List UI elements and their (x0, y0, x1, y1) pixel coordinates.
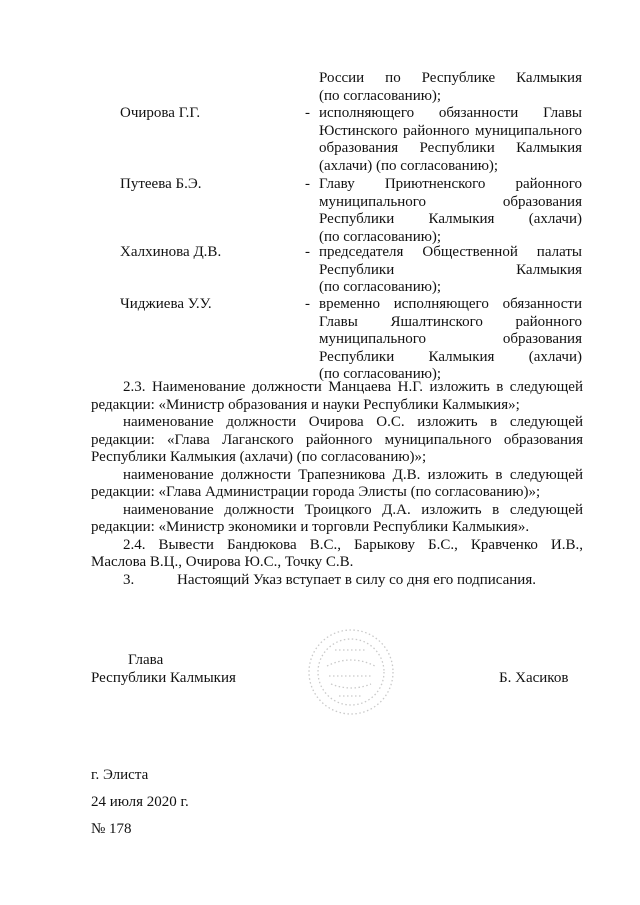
position-line: муниципального образования (319, 331, 582, 347)
paragraph-troitsky (91, 502, 583, 537)
dash: - (305, 105, 310, 121)
continuation-line: (по согласованию); (319, 87, 442, 104)
paragraph-line: редакции: «Глава Администрации города Элисты (по согласованию)»; (91, 484, 541, 500)
position-line: муниципального образования (319, 193, 582, 210)
paragraph-line: наименование должности Очирова О.С. изложить в следующей (123, 414, 583, 430)
faint-seal-stamp (305, 626, 397, 718)
person-position (319, 176, 582, 246)
paragraph-line: редакции: «Министр экономики и торговли Республики Калмыкия». (91, 519, 530, 535)
signatory-title-line2: Республики Калмыкия (91, 670, 236, 686)
signing-date: 24 июля 2020 г. (91, 794, 189, 810)
dash: - (305, 244, 310, 260)
paragraph-line: редакции: «Министр образования и науки Республики Калмыкия»; (91, 396, 520, 413)
dash: - (305, 176, 310, 192)
paragraph-line: наименование должности Троицкого Д.А. изложить в следующей (123, 501, 583, 518)
position-line: Главу Приютненского районного (319, 176, 582, 192)
continuation-line: России по Республике Калмыкия (319, 70, 582, 86)
paragraph-line: 2.4. Вывести Бандюкова В.С., Барыкову Б.С., Кравченко И.В., (123, 536, 583, 553)
person-name: Очирова Г.Г. (120, 105, 201, 121)
position-line: исполняющего обязанности Главы (319, 105, 582, 121)
person-name: Чиджиева У.У. (120, 296, 212, 312)
position-line: Главы Яшалтинского районного (319, 313, 582, 330)
decree-paragraphs (91, 379, 583, 572)
paragraph-2-4 (91, 537, 583, 572)
person-name: Путеева Б.Э. (120, 176, 202, 192)
person-position (319, 105, 582, 175)
position-line: Республики Калмыкия (ахлачи) (319, 348, 582, 365)
position-line: Юстинского районного муниципального (319, 122, 582, 139)
position-line: председателя Общественной палаты (319, 244, 582, 260)
position-line: Республики Калмыкия (ахлачи) (319, 211, 582, 227)
person-position (319, 244, 582, 297)
continuation-text (319, 70, 582, 105)
position-line: временно исполняющего обязанности (319, 296, 582, 312)
dash: - (305, 296, 310, 312)
position-line: образования Республики Калмыкия (319, 140, 582, 156)
paragraph-3 (123, 572, 536, 590)
signatory-name: Б. Хасиков (499, 670, 569, 686)
paragraph-line: редакции: «Глава Лаганского районного муниципального образования (91, 431, 583, 448)
person-name: Халхинова Д.В. (120, 244, 222, 260)
position-line: Республики Калмыкия (319, 261, 582, 278)
item-text: Настоящий Указ вступает в силу со дня его подписания. (177, 572, 536, 588)
paragraph-ochirov (91, 414, 583, 467)
position-line: (по согласованию); (319, 279, 442, 295)
decree-number: № 178 (91, 821, 132, 837)
paragraph-line: Маслова В.Ц., Очирова Ю.С., Точку С.В. (91, 554, 354, 570)
place-of-signing: г. Элиста (91, 767, 149, 783)
paragraph-line: Республики Калмыкия (ахлачи) (по согласованию)»; (91, 449, 427, 465)
position-line: (ахлачи) (по согласованию); (319, 157, 499, 174)
paragraph-line: 2.3. Наименование должности Манцаева Н.Г. изложить в следующей (123, 379, 583, 395)
signatory-title-line1: Глава (128, 652, 164, 668)
paragraph-line: наименование должности Трапезникова Д.В. изложить в следующей (123, 466, 583, 483)
position-line: (по согласованию); (319, 366, 442, 382)
paragraph-2-3 (91, 379, 583, 414)
paragraph-trapeznikov (91, 467, 583, 502)
position-line: (по согласованию); (319, 228, 442, 245)
item-number: 3. (123, 572, 135, 588)
person-position (319, 296, 582, 384)
